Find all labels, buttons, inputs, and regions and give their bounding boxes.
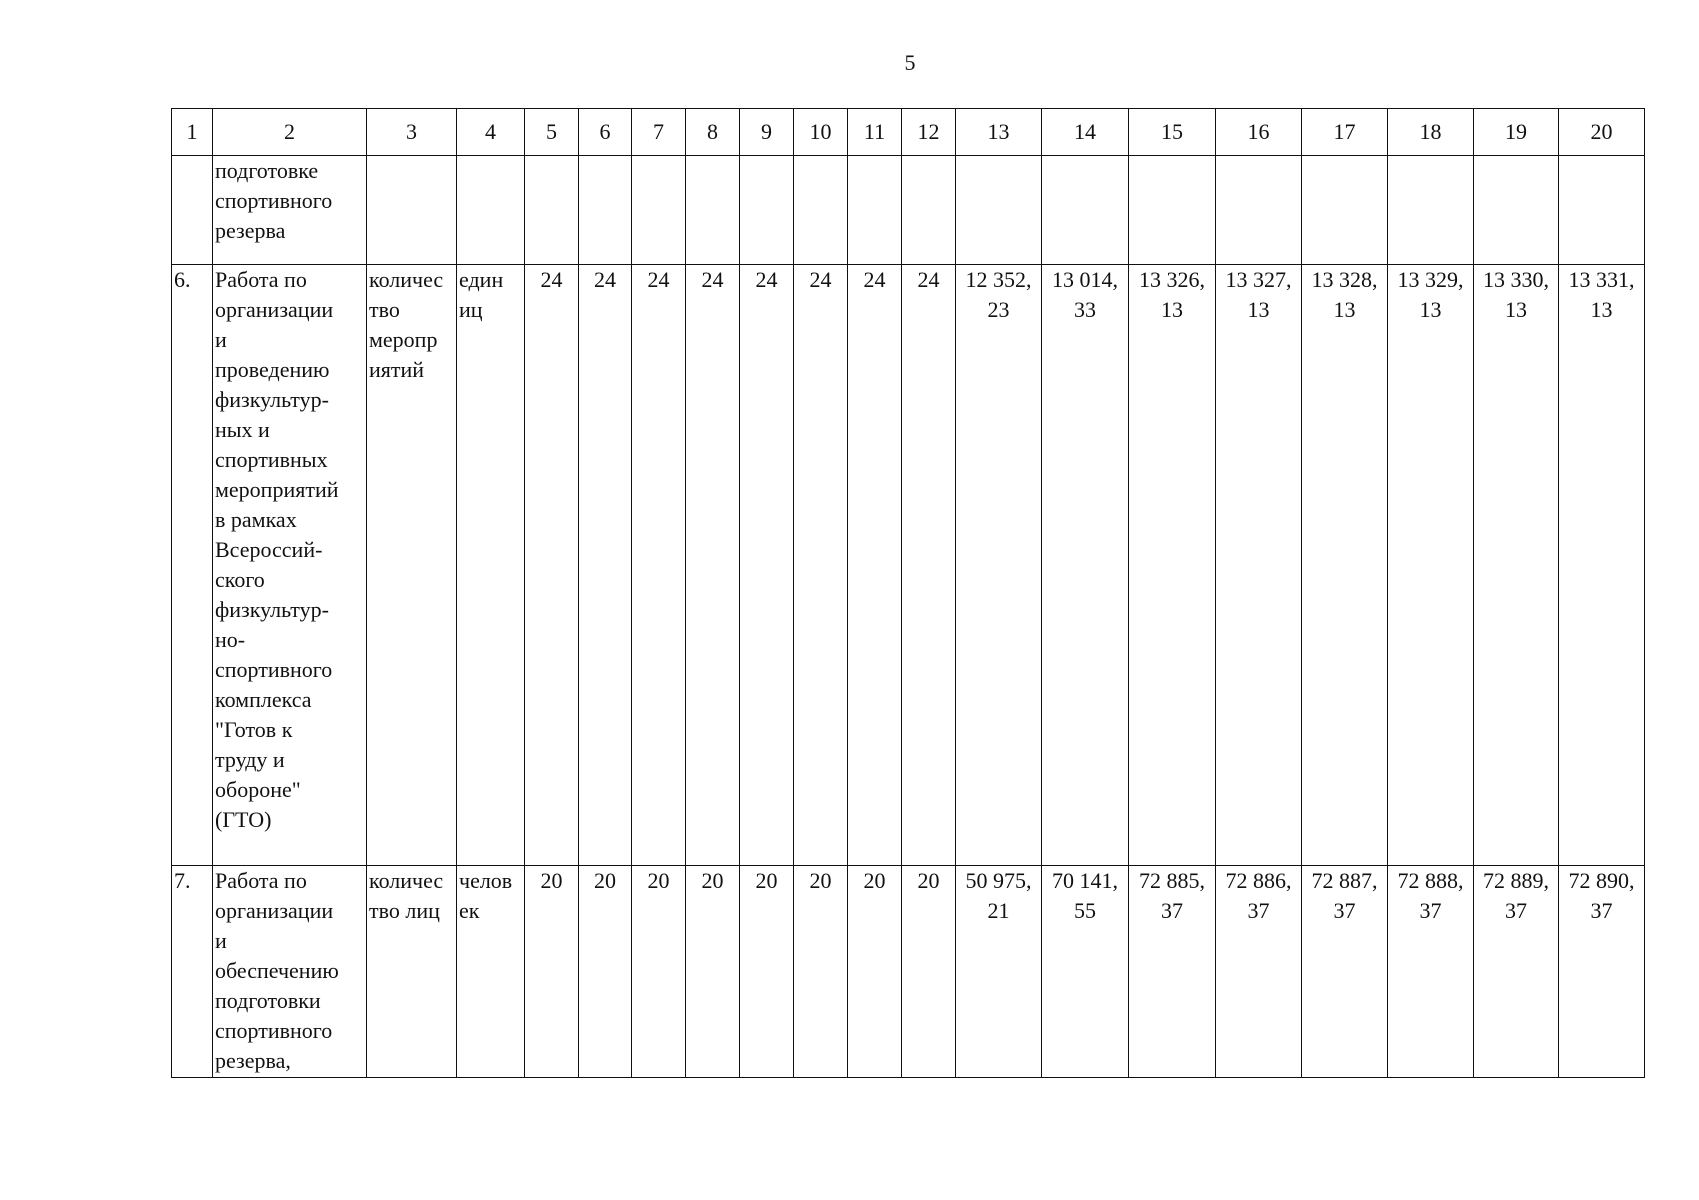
column-header: 2	[213, 109, 367, 156]
column-header: 18	[1388, 109, 1474, 156]
table-cell: 13 014, 33	[1042, 265, 1129, 866]
table-cell: 20	[632, 866, 686, 1078]
column-header: 16	[1216, 109, 1302, 156]
table-cell: 20	[686, 866, 740, 1078]
table-cell: 72 885, 37	[1129, 866, 1216, 1078]
table-cell: Работа по организации и обеспечению подготовки спортивного резерва,	[213, 866, 367, 1078]
table-cell	[902, 156, 956, 265]
table-body	[172, 109, 1645, 1078]
column-header: 7	[632, 109, 686, 156]
header-row	[172, 109, 1645, 156]
column-header: 15	[1129, 109, 1216, 156]
column-header: 12	[902, 109, 956, 156]
table-cell	[1216, 156, 1302, 265]
table-cell: 20	[740, 866, 794, 1078]
column-header: 4	[457, 109, 525, 156]
column-header: 17	[1302, 109, 1388, 156]
table-cell: Работа по организации и проведению физкультур- ных и спортивных мероприятий в рамках Всероссий- ского физкультур- но- спортивного комплекса "Готов к труду и обороне" (ГТО)	[213, 265, 367, 866]
column-header: 8	[686, 109, 740, 156]
column-header: 1	[172, 109, 213, 156]
table-cell	[794, 156, 848, 265]
table-cell	[525, 156, 579, 265]
table-cell: 24	[632, 265, 686, 866]
table-row	[172, 265, 1645, 866]
table-cell: 24	[525, 265, 579, 866]
table-cell: 13 329, 13	[1388, 265, 1474, 866]
table-cell: 24	[740, 265, 794, 866]
table-cell: челов ек	[457, 866, 525, 1078]
column-header: 6	[579, 109, 632, 156]
table-cell: 20	[848, 866, 902, 1078]
column-header: 20	[1559, 109, 1645, 156]
table-cell: 13 328, 13	[1302, 265, 1388, 866]
table-cell	[579, 156, 632, 265]
column-header: 14	[1042, 109, 1129, 156]
table-cell	[632, 156, 686, 265]
table-cell	[1129, 156, 1216, 265]
table-cell: 72 889, 37	[1474, 866, 1559, 1078]
table-row	[172, 866, 1645, 1078]
column-header: 19	[1474, 109, 1559, 156]
table-cell: 72 888, 37	[1388, 866, 1474, 1078]
column-header: 9	[740, 109, 794, 156]
table-cell	[1474, 156, 1559, 265]
table-cell	[848, 156, 902, 265]
table-cell: 13 331, 13	[1559, 265, 1645, 866]
table-cell	[172, 156, 213, 265]
table-cell: подготовке спортивного резерва	[213, 156, 367, 265]
table-cell: 72 887, 37	[1302, 866, 1388, 1078]
table-cell: 24	[902, 265, 956, 866]
table-cell: един иц	[457, 265, 525, 866]
table-cell	[956, 156, 1042, 265]
table-cell: 20	[525, 866, 579, 1078]
table-cell: количес тво лиц	[367, 866, 457, 1078]
table-cell: 13 330, 13	[1474, 265, 1559, 866]
table-cell: 24	[579, 265, 632, 866]
column-header: 10	[794, 109, 848, 156]
column-header: 5	[525, 109, 579, 156]
table-cell: 13 327, 13	[1216, 265, 1302, 866]
table-cell: 20	[794, 866, 848, 1078]
column-header: 13	[956, 109, 1042, 156]
table-cell: 6.	[172, 265, 213, 866]
table-cell	[686, 156, 740, 265]
table-cell: количес тво меропр иятий	[367, 265, 457, 866]
table-cell	[1388, 156, 1474, 265]
data-table	[171, 108, 1645, 1078]
table-cell	[367, 156, 457, 265]
table-cell: 20	[902, 866, 956, 1078]
table-cell	[457, 156, 525, 265]
table-cell: 24	[848, 265, 902, 866]
table-cell: 70 141, 55	[1042, 866, 1129, 1078]
table-cell: 20	[579, 866, 632, 1078]
column-header: 11	[848, 109, 902, 156]
table-cell: 12 352, 23	[956, 265, 1042, 866]
column-header: 3	[367, 109, 457, 156]
table-cell	[740, 156, 794, 265]
table-cell: 13 326, 13	[1129, 265, 1216, 866]
table-cell: 72 886, 37	[1216, 866, 1302, 1078]
table-cell: 7.	[172, 866, 213, 1078]
table-cell	[1559, 156, 1645, 265]
table-row	[172, 156, 1645, 265]
table-cell	[1302, 156, 1388, 265]
page-number: 5	[904, 50, 916, 75]
table-cell: 24	[686, 265, 740, 866]
table-cell: 72 890, 37	[1559, 866, 1645, 1078]
table-cell: 50 975, 21	[956, 866, 1042, 1078]
table-cell: 24	[794, 265, 848, 866]
table-cell	[1042, 156, 1129, 265]
